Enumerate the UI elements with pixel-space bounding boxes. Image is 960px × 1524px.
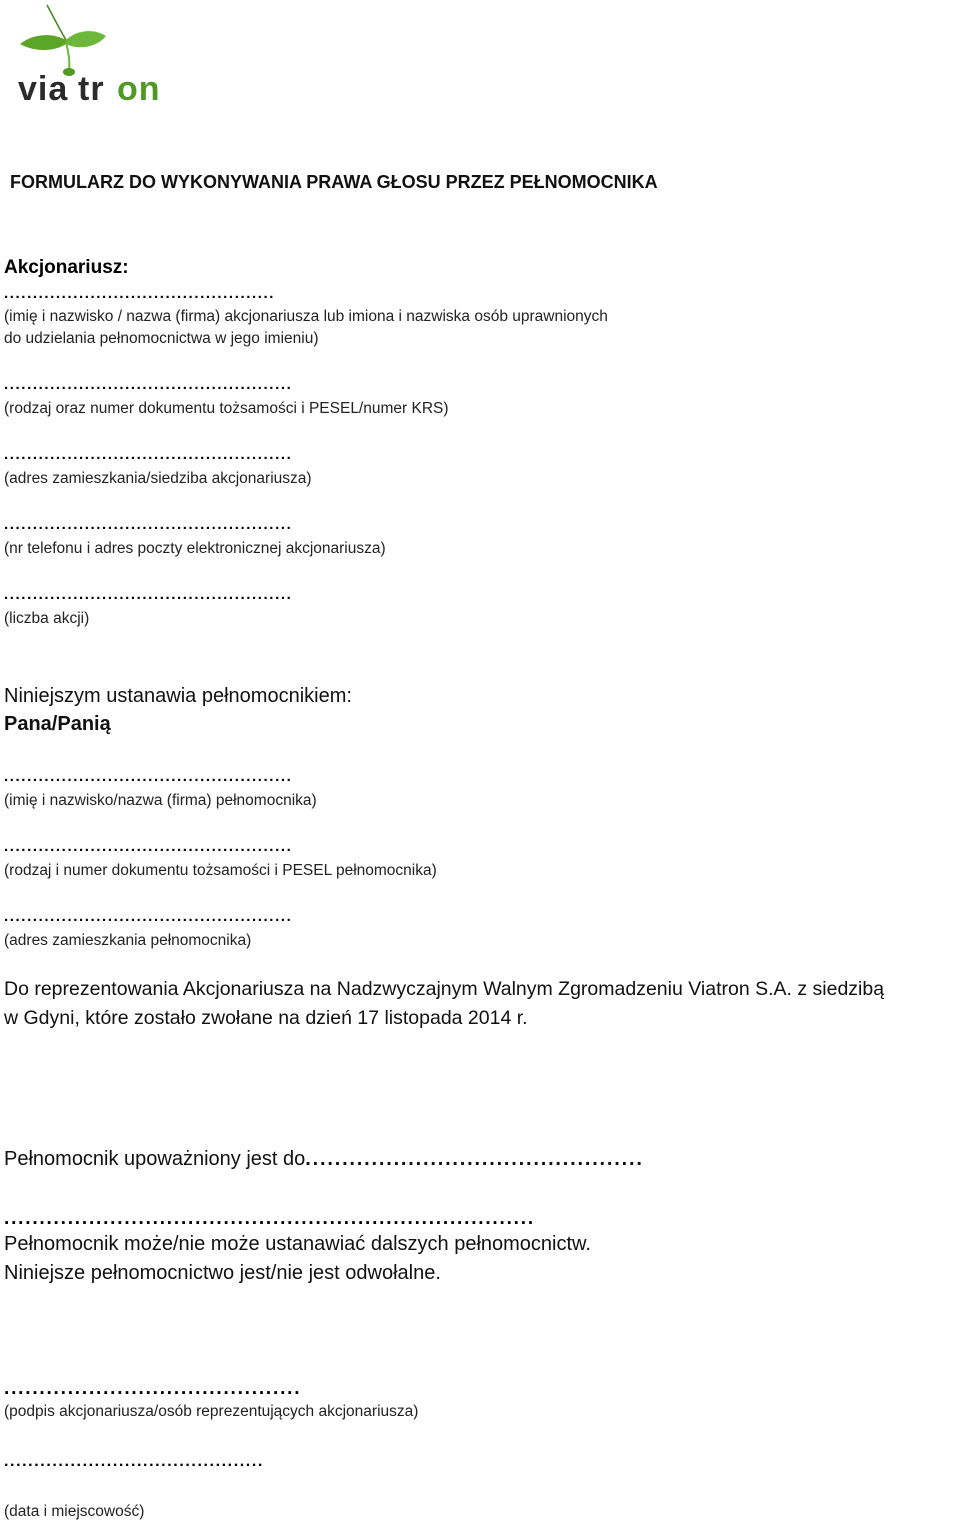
maple-seed-icon	[14, 0, 189, 108]
sub-proxy-text: Pełnomocnik może/nie może ustanawiać dalszych pełnomocnictw.	[4, 1233, 591, 1255]
signature-field[interactable]: ..........................................	[4, 1378, 302, 1399]
shareholder-id-field[interactable]: ..................................................	[4, 376, 293, 393]
appoint-text: Niniejszym ustanawia pełnomocnikiem:	[4, 685, 352, 707]
purpose-line2: w Gdyni, które zostało zwołane na dzień 17 listopada 2014 r.	[4, 1007, 528, 1029]
svg-text:on: on	[117, 70, 161, 108]
authorized-label: Pełnomocnik upoważniony jest do	[4, 1148, 306, 1170]
svg-text:via: via	[18, 70, 69, 108]
caption-proxy-name: (imię i nazwisko/nazwa (firma) pełnomocnika)	[4, 792, 317, 809]
caption-shares-count: (liczba akcji)	[4, 610, 90, 627]
caption-signature: (podpis akcjonariusza/osób reprezentujących akcjonariusza)	[4, 1403, 419, 1420]
authorized-text	[4, 1148, 644, 1171]
proxy-id-field[interactable]: ..................................................	[4, 838, 293, 855]
authorized-scope-field-line2[interactable]: ...........................................................................	[4, 1208, 535, 1229]
caption-shareholder-address: (adres zamieszkania/siedziba akcjonariusza)	[4, 470, 312, 487]
purpose-line1: Do reprezentowania Akcjonariusza na Nadzwyczajnym Walnym Zgromadzeniu Viatron S.A. z siedzibą	[4, 978, 885, 1000]
form-title: FORMULARZ DO WYKONYWANIA PRAWA GŁOSU PRZEZ PEŁNOMOCNIKA	[10, 172, 658, 192]
appoint-bold: Pana/Panią	[4, 713, 111, 735]
caption-proxy-address: (adres zamieszkania pełnomocnika)	[4, 932, 252, 949]
date-place-field[interactable]: ...........................................	[4, 1453, 264, 1470]
caption-date-place: (data i miejscowość)	[4, 1503, 145, 1520]
caption-shareholder-id: (rodzaj oraz numer dokumentu tożsamości i PESEL/numer KRS)	[4, 400, 449, 417]
shareholder-address-field[interactable]: ..................................................	[4, 446, 293, 463]
shareholder-contact-field[interactable]: ..................................................	[4, 516, 293, 533]
shareholder-heading: Akcjonariusz:	[4, 257, 129, 278]
shareholder-name-field[interactable]: ...............................................	[4, 285, 276, 302]
proxy-address-field[interactable]: ..................................................	[4, 908, 293, 925]
shares-count-field[interactable]: ..................................................	[4, 586, 293, 603]
proxy-name-field[interactable]: ..................................................	[4, 768, 293, 785]
svg-text:tr: tr	[78, 70, 105, 108]
caption-shareholder-contact: (nr telefonu i adres poczty elektronicznej akcjonariusza)	[4, 540, 386, 557]
revocable-text: Niniejsze pełnomocnictwo jest/nie jest odwołalne.	[4, 1262, 441, 1284]
caption-shareholder-name-line1: (imię i nazwisko / nazwa (firma) akcjonariusza lub imiona i nazwiska osób uprawnionych	[4, 308, 608, 325]
caption-proxy-id: (rodzaj i numer dokumentu tożsamości i PESEL pełnomocnika)	[4, 862, 437, 879]
authorized-scope-field[interactable]: ..............................................	[305, 1148, 644, 1170]
company-logo	[14, 0, 189, 108]
caption-shareholder-name-line2: do udzielania pełnomocnictwa w jego imieniu)	[4, 330, 319, 347]
